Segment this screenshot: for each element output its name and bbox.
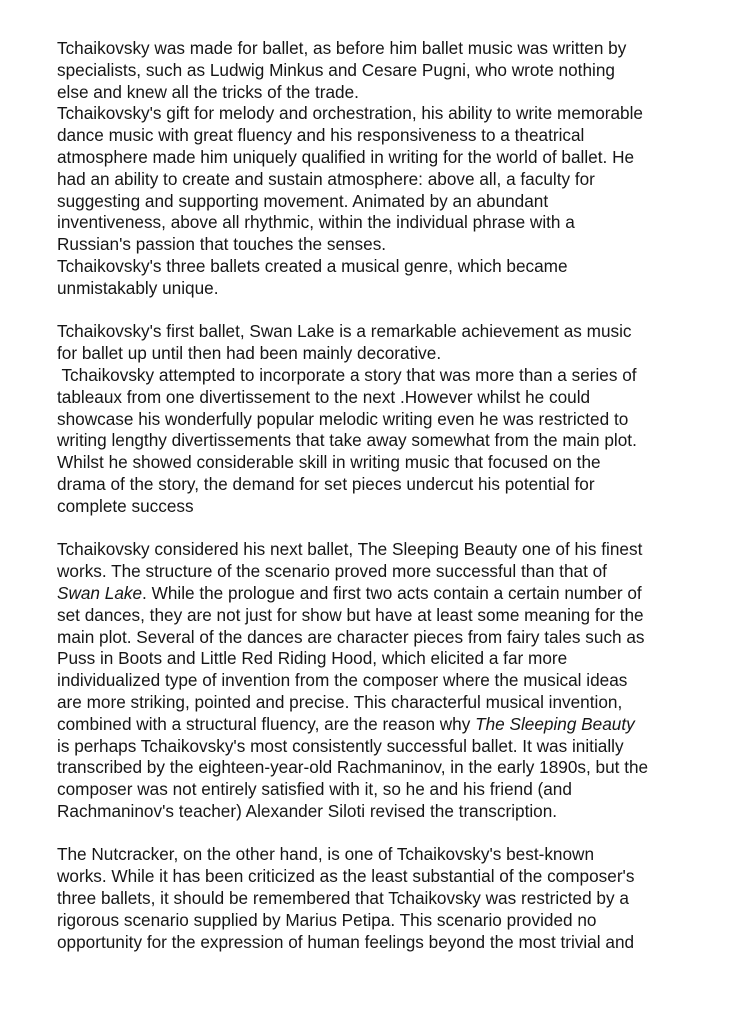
paragraph-gift-for-melody — [57, 103, 697, 256]
text-line: complete success — [57, 495, 194, 516]
text-line: Tchaikovsky's three ballets created a musical genre, which became — [57, 255, 568, 276]
text-line: Tchaikovsky's gift for melody and orchestration, his ability to write memorable — [57, 103, 643, 124]
text-line: main plot. Several of the dances are character pieces from fairy tales such as — [57, 626, 645, 647]
text-line: suggesting and supporting movement. Animated by an abundant — [57, 190, 549, 211]
text-line: three ballets, it should be remembered that Tchaikovsky was restricted by a — [57, 888, 629, 909]
paragraph-three-ballets-genre — [57, 256, 697, 300]
text-line: specialists, such as Ludwig Minkus and Cesare Pugni, who wrote nothing — [57, 59, 615, 80]
text-line — [57, 714, 697, 736]
text-line: showcase his wonderfully popular melodic writing even he was restricted to — [57, 408, 629, 429]
text-line: Tchaikovsky attempted to incorporate a story that was more than a series of — [57, 364, 637, 385]
text-line: else and knew all the tricks of the trade. — [57, 81, 359, 102]
text-line — [57, 583, 697, 605]
document-body — [57, 38, 697, 953]
text-line: set dances, they are not just for show but have at least some meaning for the — [57, 604, 644, 625]
text-line: works. While it has been criticized as the least substantial of the composer's — [57, 866, 635, 887]
text-line: The Nutcracker, on the other hand, is one of Tchaikovsky's best-known — [57, 844, 595, 865]
italic-title: Swan Lake — [57, 582, 143, 603]
paragraph-ballet-specialists — [57, 38, 697, 103]
text-line: Tchaikovsky was made for ballet, as before him ballet music was written by — [57, 38, 627, 58]
text-line: for ballet up until then had been mainly decorative. — [57, 343, 442, 364]
text-line: Russian's passion that touches the senses. — [57, 234, 387, 255]
text-line: unmistakably unique. — [57, 277, 219, 298]
italic-title: The Sleeping Beauty — [475, 713, 635, 734]
paragraph-swan-lake-intro — [57, 321, 697, 365]
text-line: Tchaikovsky's first ballet, Swan Lake is a remarkable achievement as music — [57, 321, 632, 342]
text-line: dance music with great fluency and his responsiveness to a theatrical — [57, 125, 585, 146]
paragraph-spacer — [57, 823, 697, 845]
paragraph-sleeping-beauty — [57, 539, 697, 822]
text-line: is perhaps Tchaikovsky's most consistently successful ballet. It was initially — [57, 735, 624, 756]
text-line: inventiveness, above all rhythmic, within the individual phrase with a — [57, 212, 575, 233]
paragraph-nutcracker — [57, 844, 697, 953]
text-line: transcribed by the eighteen-year-old Rachmaninov, in the early 1890s, but the — [57, 757, 649, 778]
paragraph-swan-lake-story — [57, 365, 697, 518]
text-line: drama of the story, the demand for set pieces undercut his potential for — [57, 473, 595, 494]
text-line: atmosphere made him uniquely qualified in writing for the world of ballet. He — [57, 146, 635, 167]
text-line: Puss in Boots and Little Red Riding Hood, which elicited a far more — [57, 648, 568, 669]
text-line: individualized type of invention from the composer where the musical ideas — [57, 670, 628, 691]
paragraph-spacer — [57, 518, 697, 540]
text-line: had an ability to create and sustain atmosphere: above all, a faculty for — [57, 168, 595, 189]
text-segment: . While the prologue and first two acts contain a certain number of — [142, 582, 642, 603]
text-line: tableaux from one divertissement to the next .However whilst he could — [57, 386, 591, 407]
text-line: opportunity for the expression of human feelings beyond the most trivial and — [57, 931, 635, 952]
paragraph-spacer — [57, 300, 697, 322]
text-line: rigorous scenario supplied by Marius Petipa. This scenario provided no — [57, 909, 597, 930]
text-line: Tchaikovsky considered his next ballet, The Sleeping Beauty one of his finest — [57, 539, 643, 560]
text-segment: combined with a structural fluency, are the reason why — [57, 713, 476, 734]
text-line: Rachmaninov's teacher) Alexander Siloti revised the transcription. — [57, 800, 558, 821]
text-line: Whilst he showed considerable skill in writing music that focused on the — [57, 452, 601, 473]
text-line: writing lengthy divertissements that take away somewhat from the main plot. — [57, 430, 637, 451]
text-line: are more striking, pointed and precise. This characterful musical invention, — [57, 691, 623, 712]
text-line: works. The structure of the scenario proved more successful than that of — [57, 561, 607, 582]
text-line: composer was not entirely satisfied with it, so he and his friend (and — [57, 779, 572, 800]
